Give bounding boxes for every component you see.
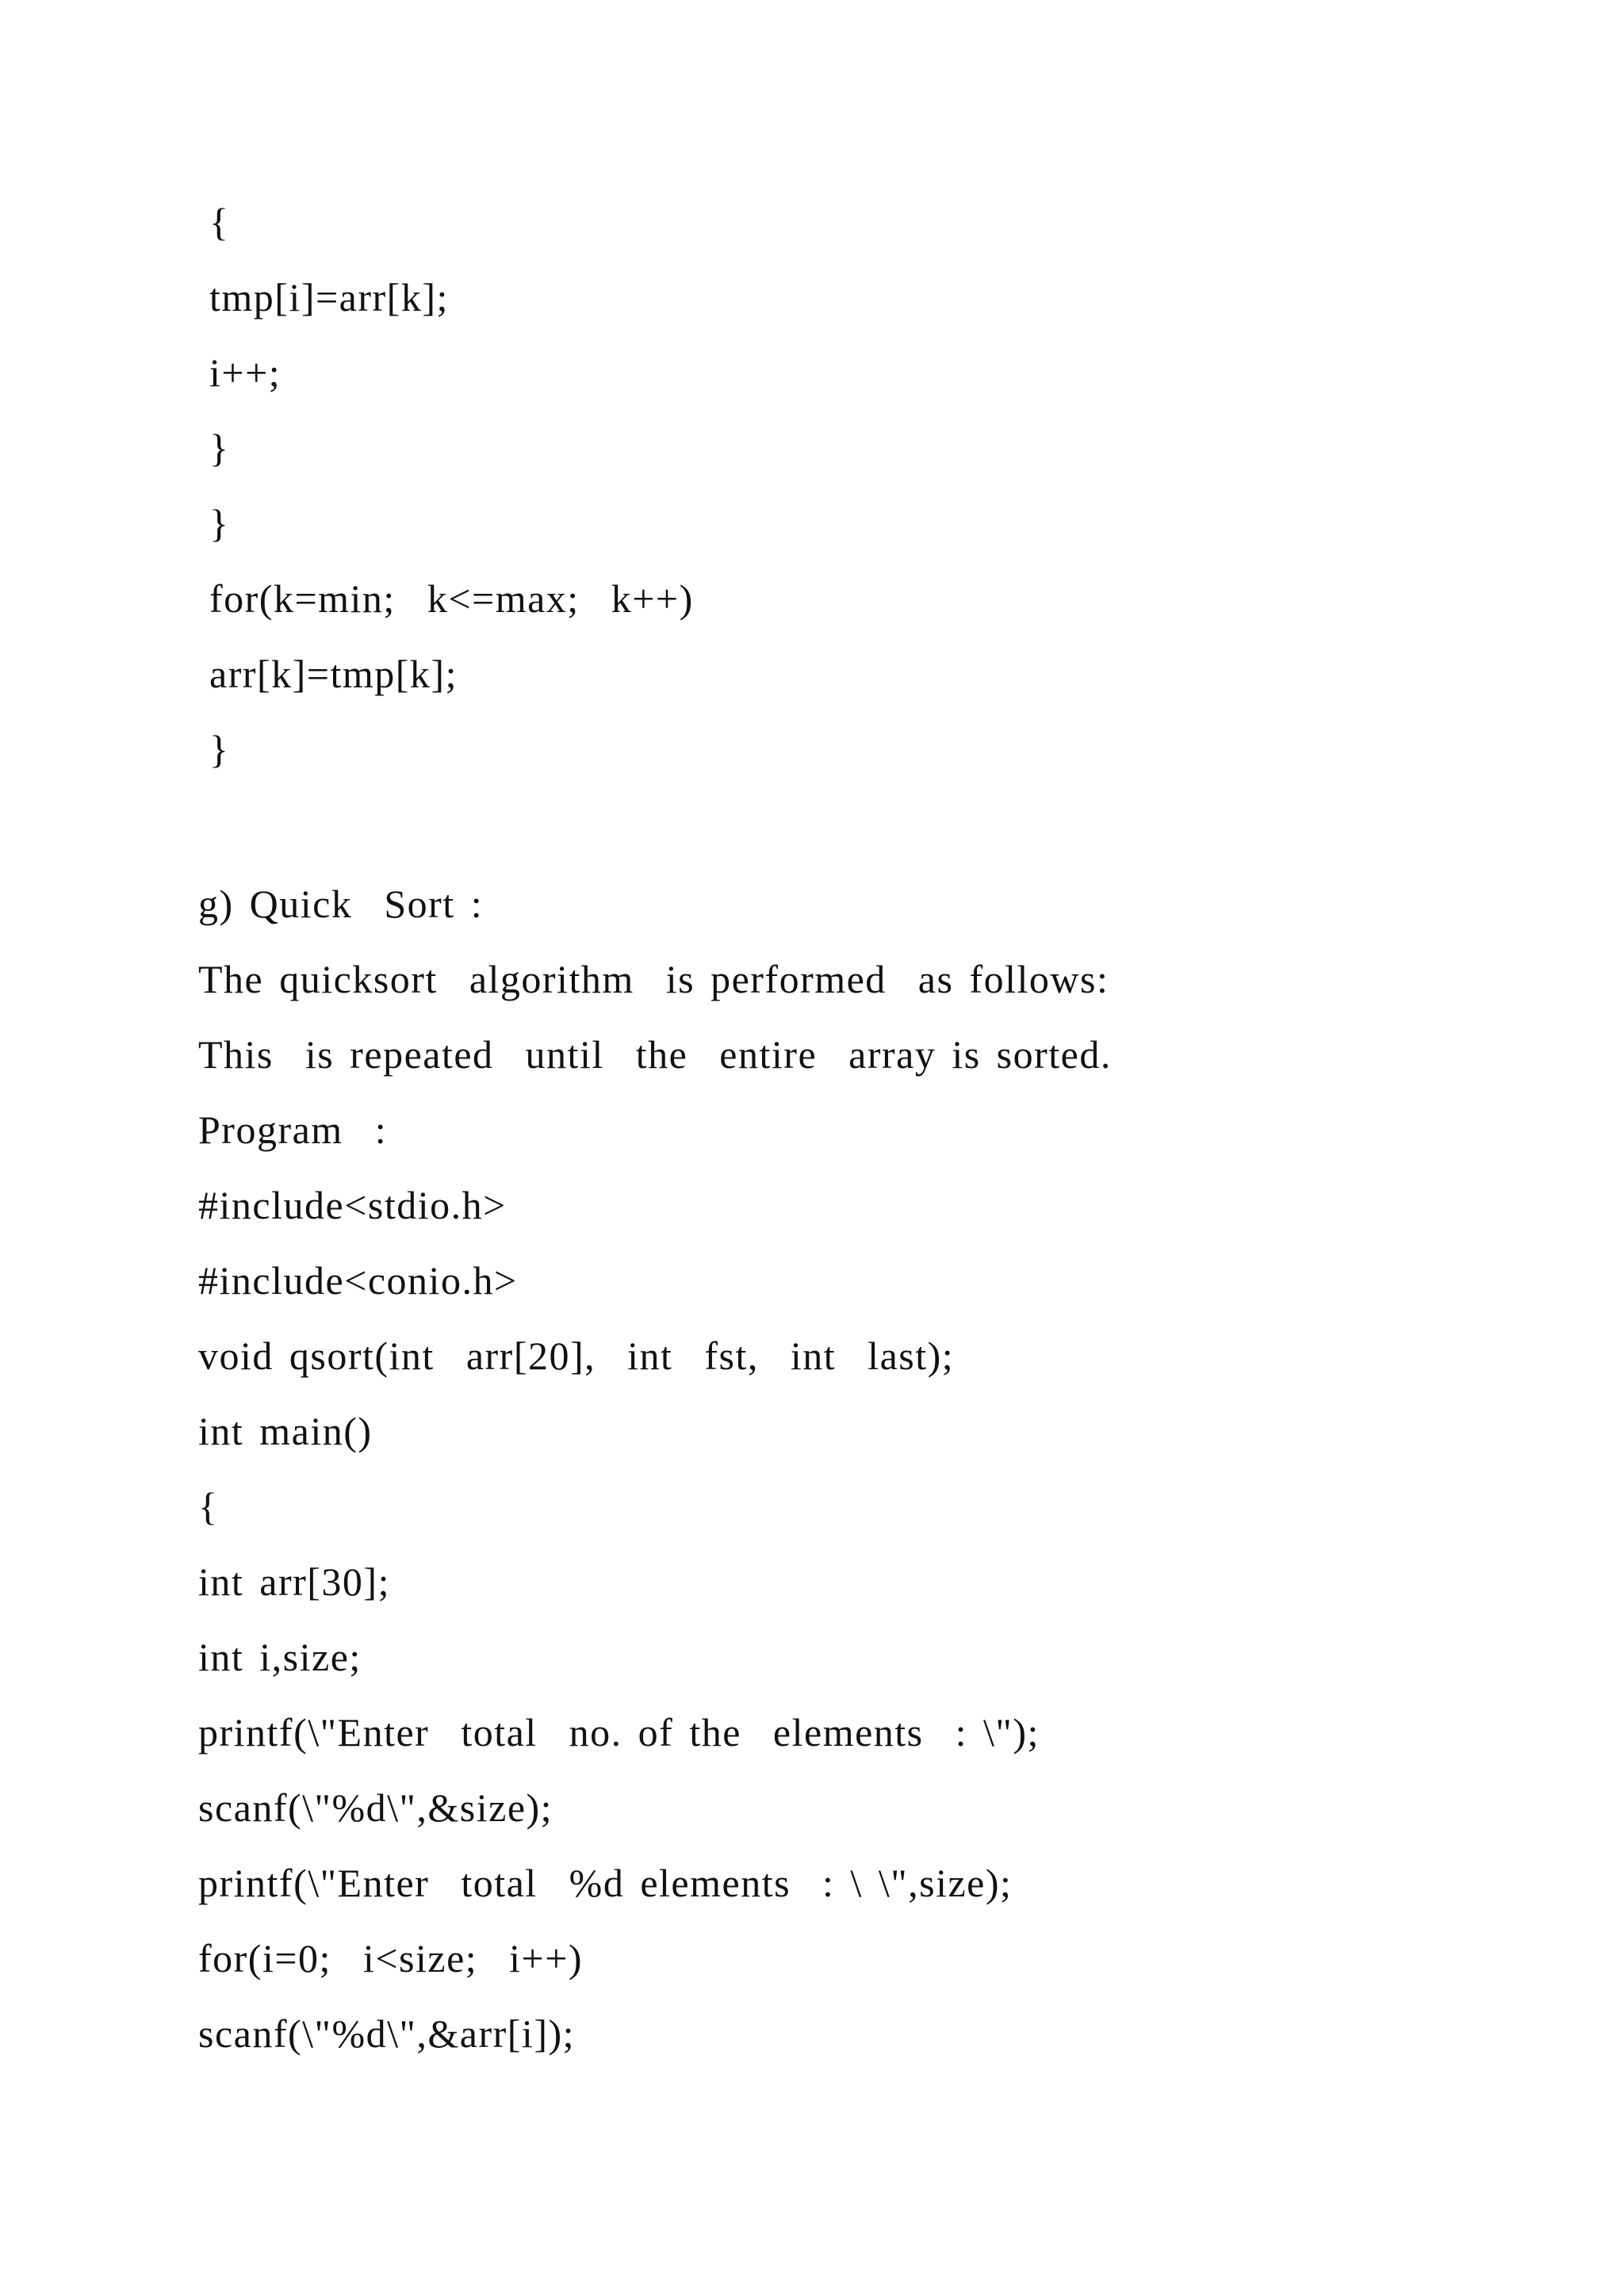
code-line: for(i=0; i<size; i++)	[198, 1936, 584, 1980]
program-label: Program :	[198, 1108, 388, 1152]
paragraph: This is repeated until the entire array is sorted.	[198, 1032, 1112, 1077]
code-line: {	[198, 1484, 219, 1529]
code-line: {	[209, 200, 230, 244]
code-line: printf(\"Enter total %d elements : \ \",size);	[198, 1861, 1013, 1905]
code-line: }	[209, 426, 230, 470]
code-line: #include<conio.h>	[198, 1258, 518, 1303]
code-line: for(k=min; k<=max; k++)	[209, 576, 694, 621]
code-line: }	[209, 501, 230, 545]
code-line: void qsort(int arr[20], int fst, int last);	[198, 1334, 955, 1378]
code-line: scanf(\"%d\",&arr[i]);	[198, 2011, 576, 2056]
code-line: #include<stdio.h>	[198, 1183, 507, 1227]
code-line: }	[209, 727, 230, 771]
code-line: tmp[i]=arr[k];	[209, 275, 449, 320]
code-line: int i,size;	[198, 1635, 362, 1679]
code-line: int main()	[198, 1409, 373, 1453]
paragraph: The quicksort algorithm is performed as follows:	[198, 957, 1109, 1001]
code-line: printf(\"Enter total no. of the elements : \");	[198, 1710, 1040, 1755]
code-line: scanf(\"%d\",&size);	[198, 1785, 553, 1830]
code-line: arr[k]=tmp[k];	[209, 652, 458, 696]
code-line: i++;	[209, 350, 282, 395]
section-heading: g) Quick Sort :	[198, 882, 484, 926]
code-line: int arr[30];	[198, 1559, 390, 1604]
